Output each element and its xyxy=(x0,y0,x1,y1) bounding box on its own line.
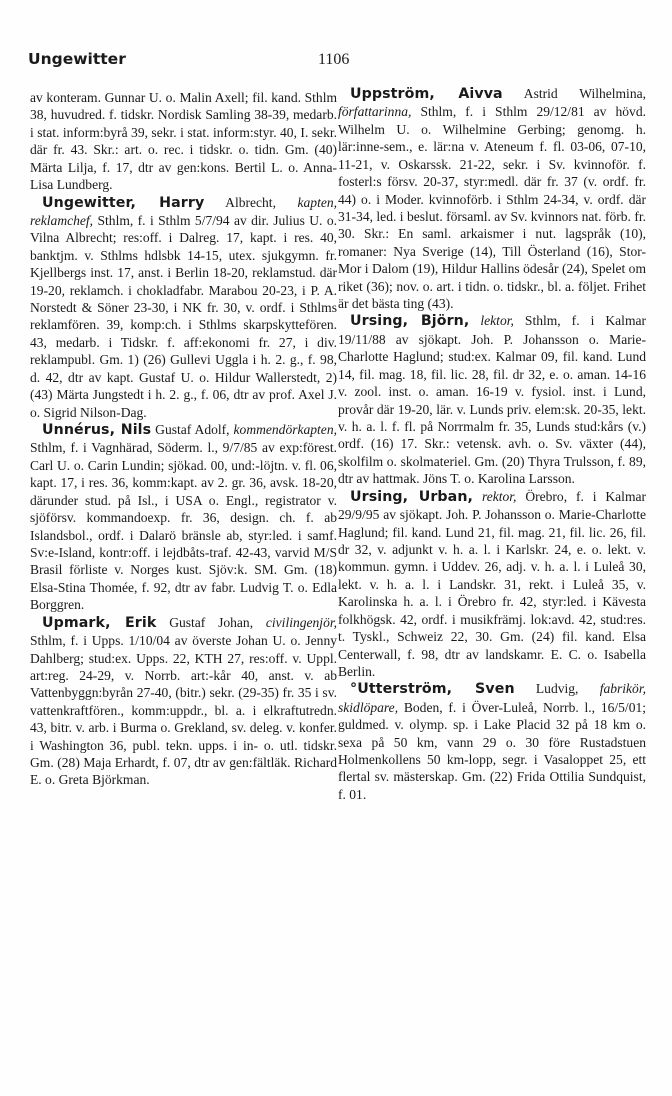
entry-given-name: Gustaf Johan, xyxy=(169,614,254,630)
entry-text: Sthlm, f. i Upps. 1/10/04 av överste Johan U. o. Jenny Dahlberg; stud:ex. Upps. 22, KTH 27, res:off. v. Uppl. art:reg. 24-29, v. Norrb. art:-kår 40, anst. v. ab Vattenbyggn:byrån 27-40, (bitr.) sekr. (29-35) fr. 35 i sv. vattenkraftfören., komm:uppdr., bl. a. i elkraftutredn. 43, bitr. v. arb. i Burma o. Grekland, sv. deleg. v. konfer. i Washington 36, publ. tekn. upps. i in- o. utl. tidskr. Gm. (28) Maja Erhardt, f. 07, dtr av gen:fältläk. Richard E. o. Greta Björkman. xyxy=(30,633,337,788)
entry-occupation: kommendörkapten, xyxy=(233,422,337,438)
entry-given-name: Albrecht, xyxy=(225,194,276,210)
entry-surname: Upmark, Erik xyxy=(42,614,157,631)
entry-text: Boden, f. i Över-Luleå, Norrb. l., 16/5/01; guldmed. v. olymp. sp. i Lake Placid 32 på 18 km o. sexa på 50 km, vann 29 o. 30 före Rustadstuen Holmenkollens 50 km-lopp, segr. i Vasaloppet 25, ett flertal sv. mästerskap. Gm. (22) Frida Ottilia Sundquist, f. 01. xyxy=(338,699,647,802)
page-header-name: Ungewitter xyxy=(28,50,126,68)
entry-text: Sthlm, f. i Sthlm 5/7/94 av dir. Julius U. o. Vilna Albrecht; res:off. i Dalreg. 17, kapt. i res. 40, banktjm. v. Sthlms hdlsbk 14-15, utex. sjukgymn. fr. Kjellbergs inst. 17, anst. i Berlin 18-20, reklamstud. där 19-20, reklamch. i chokladfabr. Marabou 20-23, i P. A. Norstedt & Söner 23-30, i NK fr. 30, v. ordf. i Sthlms reklamfören. 39, komp:ch. i Sthlms skarpskyttefören. 43, medarb. i Tidskr. f. aff:ekonomi fr. 27, i div. reklampubl. Gm. 1) (26) Gullevi Uggla i h. 2. g., f. 98, d. 42, dtr av kapt. Gustaf U. o. Hildur Wallerstedt, 2) (43) Märta Jungstedt i h. 2. g., f. 06, dtr av prof. Axel J. o. Sigrid Nilson-Dag. xyxy=(30,212,337,420)
entry-text: Örebro, f. i Kalmar 29/9/95 av sjökapt. Joh. P. Johansson o. Marie-Charlotte Haglund; fil. kand. Lund 21, fil. mag. 21, fil. lic. 26, fil. dr 32, v. adjunkt v. h. a. l. i Karlskr. 24, e. o. lekt. v. kommun. gymn. i Uddev. 26, adj. v. h. a. l. i Luleå 30, lekt. v. h. a. l. i Landskr. 31, rekt. i Luleå 35, v. Karolinska h. a. l. i Örebro fr. 42, styr:led. i Kävesta folkhögsk. 42, ordf. i musikfrämj. lok:avd. 42, stud:res. t. Tyskl., Schweiz 22, 30. Gm. (24) fil. kand. Elsa Centerwall, f. 98, dtr av landskamr. E. C. o. Isabella Berlin. xyxy=(338,488,647,679)
entry-upmark-erik xyxy=(30,614,337,789)
right-column xyxy=(338,85,646,803)
page-number: 1106 xyxy=(318,51,350,68)
entry-surname: Ursing, Urban, xyxy=(350,488,474,505)
entry-surname: Unnérus, Nils xyxy=(42,422,152,439)
entry-text: Sthlm, f. i Kalmar 19/11/88 av sjökapt. Joh. P. Johansson o. Marie-Charlotte Haglund; stud:ex. Kalmar 09, fil. kand. Lund 14, fil. mag. 18, fil. lic. 28, fil. dr 32, e. o. aman. 14-16 v. zool. inst. o. aman. 16-19 v. fysiol. inst. i Lund, provår där 19-20, lär. v. Lunds priv. elem:sk. 20-35, lekt. v. h. a. l. f. fl. på Norrmalm fr. 35, Lunds stud:kårs (v.) ordf. (16) 17. Skr.: vetensk. avh. o. Sv. växter (44), skolfilm o. skolmateriel. Gm. (20) Thyra Trulsson, f. 89, dtr av hattmak. Jöns T. o. Karolina Larsson. xyxy=(338,313,647,487)
entry-occupation: författarinna, xyxy=(338,104,412,120)
entry-given-name: Gustaf Adolf, xyxy=(155,422,230,438)
entry-given-name: Astrid Wilhelmina, xyxy=(523,86,646,101)
entry-utterstrom-sven xyxy=(338,680,646,803)
entry-ursing-urban xyxy=(338,488,646,681)
entry-occupation: kapten, reklamchef, xyxy=(30,194,338,228)
entry-ungewitter-harry xyxy=(30,194,337,421)
entry-surname: Ursing, Björn, xyxy=(350,313,470,330)
entry-occupation: fabrikör, skidlöpare, xyxy=(338,681,646,715)
entry-text: Sthlm, f. i Vagnhärad, Söderm. l., 9/7/85 av exp:förest. Carl U. o. Carin Lundin; sjökad. 00, und:-löjtn. v. fl. 06, kapt. 17, i res. 36, komm:kapt. av 2. gr. 36, avsk. 18-20, därunder stud. på Isl., i USA o. Engl., registrator v. sjöförsv. kommandoexp. fr. 36, design. ch. f. ab Islandsbol., ordf. i Dalarö bränsle ab, styr:led. i samf. Sv:e-Island, kontr:off. i lejdbåts-traf. 42-43, varvid M/S Brasil förliste v. Norges kust. Sjöv:k. SM. Gm. (18) Elsa-Stina Thomée, f. 92, dtr av fabr. Ludvig T. o. Edla Borggren. xyxy=(30,440,337,613)
left-column xyxy=(30,89,337,789)
entry-surname: °Utterström, Sven xyxy=(350,681,515,698)
entry-unnerus-nils xyxy=(30,421,337,614)
entry-occupation: civilingenjör, xyxy=(265,614,337,630)
entry-surname: Uppström, Aivva xyxy=(350,86,503,102)
entry-continuation: av konteram. Gunnar U. o. Malin Axell; fil. kand. Sthlm 38, huvudred. f. tidskr. Nordisk Samling 38-39, medarb. i stat. inform:byrå 39, sekr. i stat. inform:styr. 40, I. sekr. där fr. 43. Skr.: art. o. rec. i tidskr. o. tidn. Gm. (40) Märta Lilja, f. 17, dtr av gen:kons. Bertil L. o. Anna-Lisa Lundberg. xyxy=(30,90,337,193)
entry-occupation: lektor, xyxy=(480,313,514,329)
entry-ursing-bjorn xyxy=(338,312,646,487)
entry-text: Sthlm, f. i Sthlm 29/12/81 av hövd. Wilhelm U. o. Wilhelmine Gerbing; genomg. h. lär:inne-sem., e. lär:na v. Ateneum f. fl. 03-06, 07-10, 11-21, v. Oskarssk. 21-22, sekr. i Sv. kvinnoför. f. fosterl:s försv. 20-37, styr:medl. där fr. 37 (v. ordf. fr. 44) o. i Moder. kvinnoförb. i Sthlm 24-34, v. ordf. där 31-34, led. i beslut. församl. av Sv. kvinnors nat. förb. fr. 30. Skr.: En saml. arkaismer i nut. lagspråk (10), romaner: Nya Sverige (14), Till Österland (16), Stor-Mor i Dalom (19), Hildur Hallins ödesår (24), Spelet om riket (36); nov. o. art. i tidn. o. tidskr., bl. a. följet. Frihet är det bästa ting (43). xyxy=(338,104,646,312)
entry-occupation: rektor, xyxy=(481,488,517,504)
entry-uppstrom-aivva xyxy=(338,85,646,312)
entry-surname: Ungewitter, Harry xyxy=(42,194,205,211)
entry-given-name: Ludvig, xyxy=(535,681,579,697)
